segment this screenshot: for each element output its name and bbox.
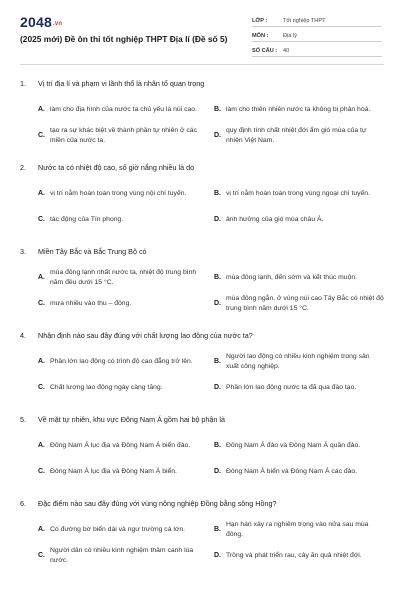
option-text: quy định tính chất nhiệt đới ẩm gió mùa của tự nhiên Việt Nam.	[226, 127, 367, 144]
answer-option[interactable]	[214, 459, 384, 485]
header-divider	[20, 64, 384, 65]
option-text: Phần lớn lao động có trình độ cao đẳng trở lên.	[50, 358, 193, 365]
option-text: Hạn hán xảy ra nghiêm trọng vào nửa sau mùa đông.	[226, 521, 369, 538]
question-item	[20, 331, 384, 401]
answer-option[interactable]	[214, 375, 384, 401]
answer-option[interactable]	[214, 543, 384, 569]
question-stem	[20, 331, 384, 341]
question-stem	[20, 247, 384, 257]
meta-key: SỐ CÂU :	[252, 48, 278, 54]
answer-option[interactable]	[38, 291, 208, 317]
meta-value: 40	[283, 48, 290, 54]
option-letter: C.	[38, 384, 45, 391]
option-letter: B.	[214, 358, 221, 365]
answer-option[interactable]	[38, 543, 208, 569]
answer-option[interactable]	[214, 265, 384, 291]
option-letter: B.	[214, 190, 221, 197]
answer-option[interactable]	[214, 291, 384, 317]
exam-title: (2025 mới) Đề ôn thi tốt nghiệp THPT Địa lí (Đề số 5)	[20, 34, 228, 44]
answer-option[interactable]	[38, 375, 208, 401]
meta-key: MÔN :	[252, 33, 269, 39]
question-text: Về mặt tự nhiên, khu vực Đông Nam Á gồm hai bộ phận là	[38, 415, 226, 424]
answer-option[interactable]	[214, 433, 384, 459]
logo-tld: .vn	[52, 21, 63, 27]
answer-option[interactable]	[214, 123, 384, 149]
option-text: mưa nhiều vào thu – đông.	[50, 300, 132, 307]
answer-options	[38, 97, 384, 149]
option-letter: A.	[38, 526, 45, 533]
option-letter: A.	[38, 190, 45, 197]
answer-options	[38, 181, 384, 233]
option-letter: D.	[214, 384, 221, 391]
answer-option[interactable]	[214, 349, 384, 375]
option-text: mùa đông lạnh nhất nước ta, nhiệt độ trung bình năm đều dưới 15 °C.	[50, 269, 197, 286]
option-letter: C.	[38, 132, 45, 139]
option-letter: A.	[38, 274, 45, 281]
question-number: 1.	[20, 79, 26, 88]
option-text: mùa đông lạnh, đến sớm và kết thúc muộn.	[226, 274, 358, 281]
option-letter: B.	[214, 442, 221, 449]
question-number: 3.	[20, 247, 26, 256]
meta-row-class	[252, 12, 382, 27]
option-text: Đông Nam Á biển và Đông Nam Á các đảo.	[226, 468, 358, 475]
question-stem	[20, 499, 384, 509]
answer-option[interactable]	[38, 433, 208, 459]
answer-option[interactable]	[38, 123, 208, 149]
option-letter: D.	[214, 300, 221, 307]
answer-option[interactable]	[214, 97, 384, 123]
answer-option[interactable]	[214, 181, 384, 207]
question-list	[20, 79, 384, 569]
answer-option[interactable]	[214, 517, 384, 543]
question-item	[20, 499, 384, 569]
option-text: ảnh hưởng của gió mùa châu Á.	[226, 216, 324, 223]
option-text: Người dân có nhiều kinh nghiệm thâm canh lúa nước.	[50, 547, 194, 564]
question-item	[20, 247, 384, 317]
option-text: Phần lớn lao động nước ta đã qua đào tạo.	[226, 384, 357, 391]
question-text: Vị trí địa lí và phạm vi lãnh thổ là nhân tố quan trọng	[38, 79, 205, 88]
meta-value: Địa lý	[283, 33, 297, 39]
answer-options	[38, 265, 384, 317]
option-letter: A.	[38, 358, 45, 365]
answer-option[interactable]	[38, 181, 208, 207]
option-text: tác động của Tín phong.	[50, 216, 124, 223]
question-item	[20, 163, 384, 233]
answer-options	[38, 433, 384, 485]
option-letter: C.	[38, 300, 45, 307]
option-letter: D.	[214, 468, 221, 475]
option-letter: C.	[38, 216, 45, 223]
option-text: Trồng và phát triển rau, cây ăn quả nhiệt đới.	[226, 552, 362, 559]
option-letter: A.	[38, 442, 45, 449]
question-number: 2.	[20, 163, 26, 172]
site-logo[interactable]	[20, 14, 62, 30]
answer-option[interactable]	[38, 459, 208, 485]
answer-option[interactable]	[38, 517, 208, 543]
meta-key: LỚP :	[252, 18, 268, 24]
question-number: 5.	[20, 415, 26, 424]
option-letter: A.	[38, 106, 45, 113]
option-letter: B.	[214, 526, 221, 533]
question-item	[20, 79, 384, 149]
question-text: Nhận định nào sau đây đúng với chất lượng lao động của nước ta?	[38, 331, 253, 340]
question-text: Nước ta có nhiệt độ cao, số giờ nắng nhiều là do	[38, 163, 195, 172]
option-text: làm cho thiên nhiên nước ta không bị phân hoá.	[226, 106, 371, 113]
option-letter: D.	[214, 552, 221, 559]
option-text: vị trí nằm hoàn toàn trong vùng nội chí tuyến.	[50, 190, 187, 197]
option-letter: C.	[38, 468, 45, 475]
answer-option[interactable]	[38, 97, 208, 123]
option-text: vị trí nằm hoàn toàn trong vùng ngoại chí tuyến.	[226, 190, 370, 197]
option-text: Đông Nam Á đảo và Đông Nam Á quần đảo.	[226, 442, 361, 449]
meta-row-count	[252, 42, 382, 57]
option-letter: B.	[214, 106, 221, 113]
option-letter: D.	[214, 132, 221, 139]
option-text: Đông Nam Á lục địa và Đông Nam Á biển đảo.	[50, 442, 191, 449]
option-text: Người lao động có nhiều kinh nghiệm trong sản xuất công nghiệp.	[226, 353, 370, 370]
option-text: mùa đông ngắn, ở vùng núi cao Tây Bắc có nhiệt độ trung bình năm dưới 15 °C.	[226, 295, 384, 312]
option-letter: B.	[214, 274, 221, 281]
option-text: tạo ra sự khác biệt về thành phần tự nhiên ở các miền của nước ta.	[50, 127, 197, 144]
option-letter: D.	[214, 216, 221, 223]
answer-option[interactable]	[214, 207, 384, 233]
answer-option[interactable]	[38, 207, 208, 233]
option-text: làm cho địa hình của nước ta chủ yếu là núi cao.	[50, 106, 197, 113]
question-text: Đặc điểm nào sau đây đúng với vùng nông nghiệp Đồng bằng sông Hồng?	[38, 499, 277, 508]
question-number: 4.	[20, 331, 26, 340]
meta-value: Tốt nghiệp THPT	[283, 18, 326, 24]
option-text: Đông Nam Á lục địa và Đông Nam Á biển.	[50, 468, 177, 475]
question-text: Miền Tây Bắc và Bắc Trung Bộ có	[38, 247, 147, 256]
exam-meta-table	[252, 12, 382, 57]
question-number: 6.	[20, 499, 26, 508]
question-stem	[20, 163, 384, 173]
option-letter: C.	[38, 552, 45, 559]
answer-options	[38, 349, 384, 401]
question-stem	[20, 415, 384, 425]
answer-options	[38, 517, 384, 569]
exam-header	[0, 0, 400, 64]
answer-option[interactable]	[38, 265, 208, 291]
option-text: Có đường bờ biển dài và ngư trường cá lớn.	[50, 526, 186, 533]
question-stem	[20, 79, 384, 89]
question-item	[20, 415, 384, 485]
option-text: Chất lượng lao động ngày càng tăng.	[50, 384, 163, 391]
meta-row-subject	[252, 27, 382, 42]
answer-option[interactable]	[38, 349, 208, 375]
logo-number: 2048	[20, 14, 52, 30]
